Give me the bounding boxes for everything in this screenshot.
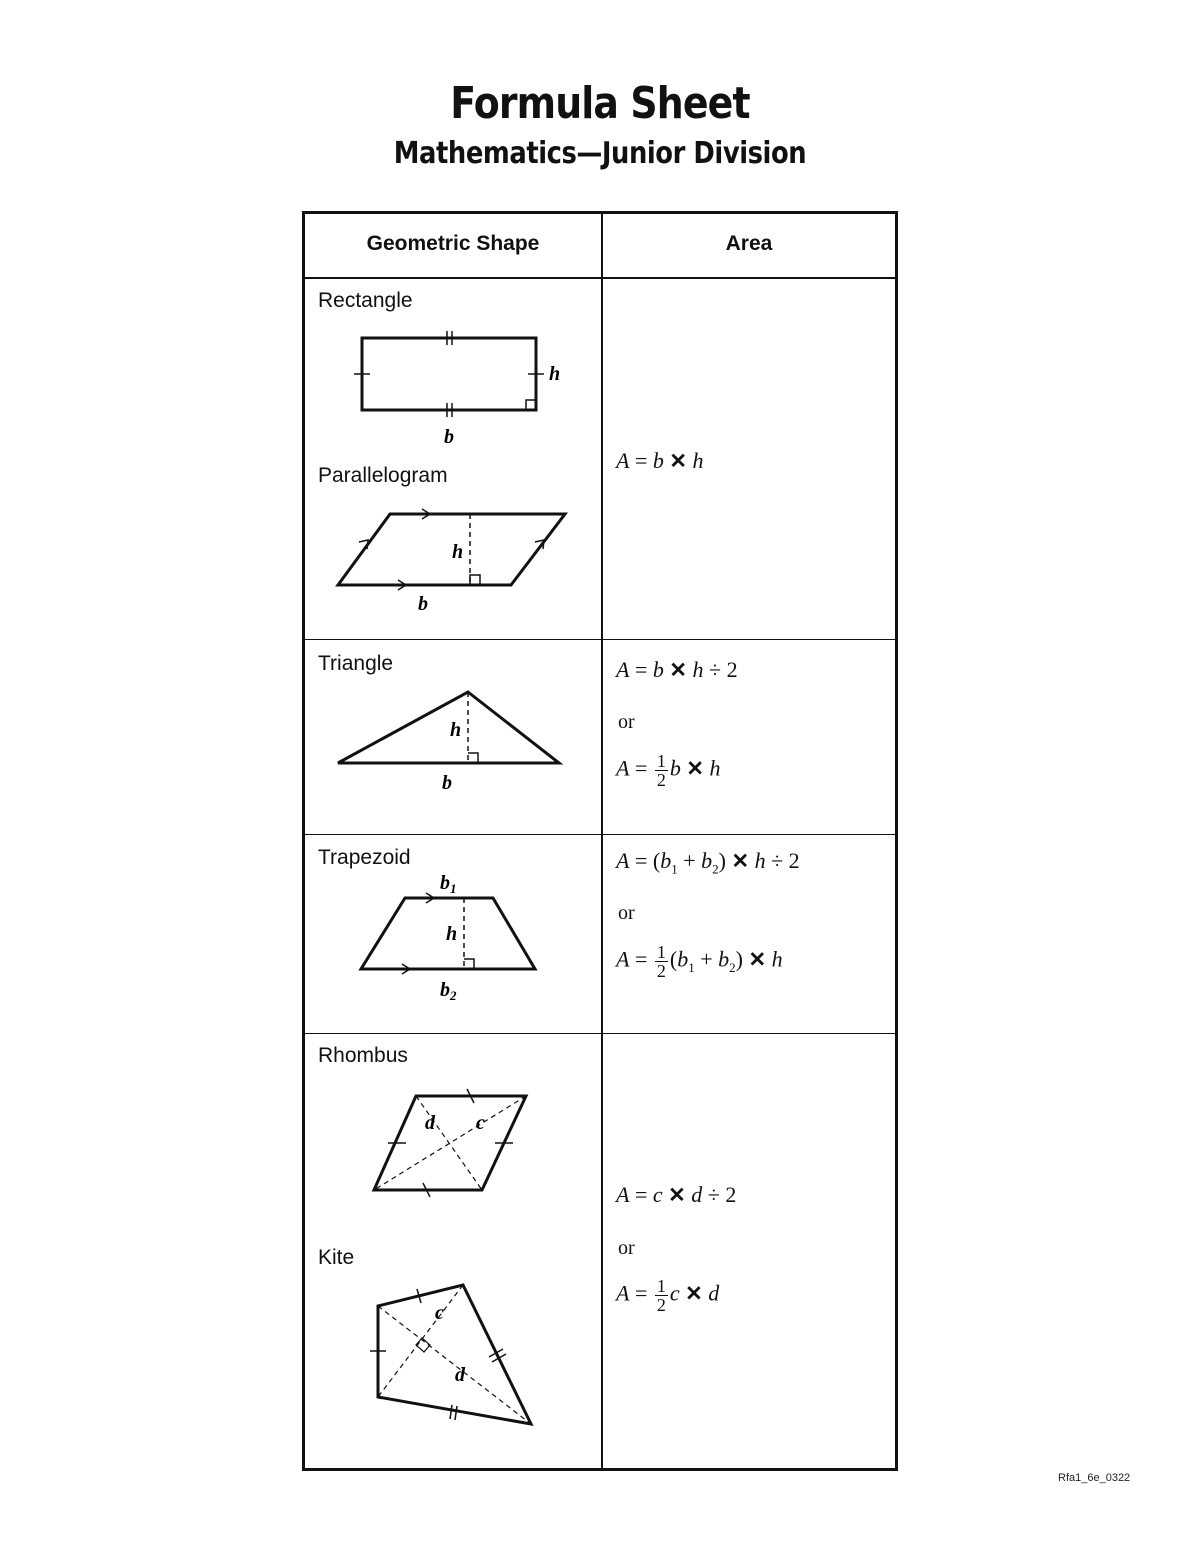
column-header-shape: Geometric Shape	[366, 232, 540, 255]
or-text: or	[618, 902, 635, 924]
column-header-area: Area	[725, 232, 773, 255]
shape-name-kite: Kite	[318, 1246, 355, 1269]
kite-diagram	[365, 1275, 545, 1435]
label-b: b	[444, 426, 454, 448]
label-b2: $b_2$	[440, 979, 457, 1003]
triangle-diagram	[330, 685, 570, 795]
shape-name-rectangle: Rectangle	[318, 289, 413, 312]
label-b: b	[418, 593, 428, 615]
shape-name-parallelogram: Parallelogram	[318, 464, 448, 487]
label-h: h	[549, 363, 561, 385]
column-divider	[601, 214, 603, 1468]
or-text: or	[618, 1237, 635, 1259]
document-code: Rfa1_6e_0322	[1058, 1472, 1131, 1484]
page-title: Formula Sheet	[450, 78, 750, 129]
formula-rhombus-kite-1: A = c ✕ d ÷ 2	[616, 1182, 737, 1207]
row-divider	[305, 639, 895, 640]
formula-triangle-2: A = $\frac{1}{2}$ b ✕ h	[616, 751, 721, 790]
header-divider	[305, 277, 895, 279]
row-divider	[305, 1033, 895, 1034]
row-divider	[305, 834, 895, 835]
label-c: c	[435, 1302, 444, 1324]
label-h: h	[450, 719, 462, 741]
shape-name-trapezoid: Trapezoid	[318, 846, 411, 869]
formula-triangle-1: A = b ✕ h ÷ 2	[616, 657, 738, 682]
formula-trapezoid-1: $A = (b_1 + b_2)$ ✕ h ÷ 2	[616, 848, 800, 877]
label-c: c	[476, 1112, 485, 1134]
trapezoid-diagram	[350, 868, 550, 1008]
rhombus-diagram	[360, 1085, 550, 1205]
fraction-one-half: $\frac{1}{2}$	[656, 751, 666, 790]
parallelogram-diagram	[330, 500, 580, 618]
shape-name-triangle: Triangle	[318, 652, 394, 675]
shape-name-rhombus: Rhombus	[318, 1044, 408, 1067]
label-d: d	[455, 1364, 465, 1386]
formula-trapezoid-2: A = $\frac{1}{2}$ $(b_1 + b_2)$ ✕ h	[616, 942, 783, 981]
label-h: h	[452, 541, 464, 563]
label-b1: $b_1$	[440, 872, 457, 896]
formula-rhombus-kite-2: A = $\frac{1}{2}$ c ✕ d	[616, 1276, 720, 1315]
page-subtitle: Mathematics—Junior Division	[393, 136, 807, 171]
or-text: or	[618, 711, 635, 733]
fraction-one-half: $\frac{1}{2}$	[656, 942, 666, 981]
label-h: h	[446, 923, 458, 945]
label-d: d	[425, 1112, 435, 1134]
label-b: b	[442, 772, 452, 794]
fraction-one-half: $\frac{1}{2}$	[656, 1276, 666, 1315]
formula-rect-parallelogram: A = b ✕ h	[616, 448, 704, 473]
rectangle-diagram	[340, 325, 580, 450]
